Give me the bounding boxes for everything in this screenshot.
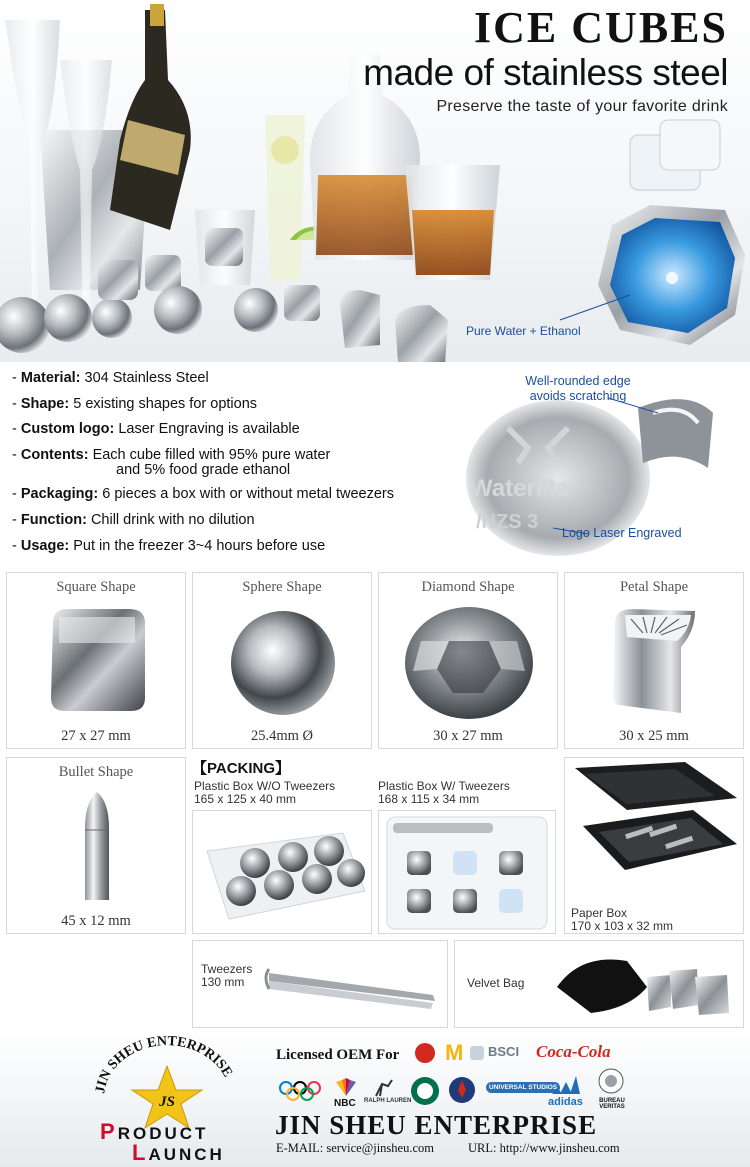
velvet-bag-panel: [454, 940, 744, 1028]
brand-logo-1: [414, 1042, 436, 1064]
oem-label: Licensed OEM For: [276, 1047, 400, 1063]
email-link[interactable]: E-MAIL: service@jinsheu.com: [276, 1141, 434, 1155]
diamond-image: [401, 601, 537, 723]
edge-label: Well-rounded edge avoids scratching: [525, 374, 631, 403]
spec-packaging: - Packaging: 6 pieces a box with or without metal tweezers: [12, 486, 394, 503]
shape-name: Diamond Shape: [421, 579, 515, 595]
hero-banner: [0, 0, 750, 362]
paper-box-photo: [565, 758, 745, 898]
hero-title-block: [363, 3, 728, 118]
nbc-peacock-logo: [334, 1078, 358, 1098]
polo-player-logo: [372, 1076, 396, 1098]
brand-logo-2: [470, 1046, 484, 1060]
spec-shape: - Shape: 5 existing shapes for options: [12, 395, 258, 412]
spec-function: - Function: Chill drink with no dilution: [12, 511, 255, 528]
starbucks-logo: [410, 1076, 440, 1106]
sphere-image: [223, 603, 343, 723]
shape-size: 25.4mm Ø: [250, 728, 314, 744]
bureau-veritas-logo: BUREAU VERITAS: [599, 1098, 625, 1110]
nbc-logo-text: NBC: [334, 1098, 356, 1109]
plastic-box-tweezers-image: [378, 810, 556, 934]
seal-initials: JS: [159, 1094, 175, 1110]
velvet-bag-label: Velvet Bag: [467, 976, 525, 990]
product-word: PRODUCT: [100, 1119, 209, 1144]
shape-name: Sphere Shape: [242, 579, 322, 595]
square-cube-image: [39, 603, 157, 715]
olympic-rings-logo: [278, 1080, 328, 1102]
coca-cola-logo: Coca-Cola: [536, 1042, 611, 1061]
url-link[interactable]: URL: http://www.jinsheu.com: [468, 1141, 620, 1155]
plastic-box-balls-image: [193, 811, 373, 935]
hero-title-line2: made of stainless steel: [363, 52, 728, 93]
hero-title: ICE CUBES: [474, 3, 728, 52]
shape-card-sphere: [192, 572, 372, 749]
paper-box-label: Paper Box 170 x 103 x 32 mm: [571, 906, 674, 933]
plastic-box-cubes-image: [379, 811, 557, 935]
shape-name: Petal Shape: [619, 579, 689, 595]
bsci-logo: BSCI: [488, 1044, 520, 1059]
shape-size: 27 x 27 mm: [61, 728, 131, 744]
launch-word: LAUNCH: [132, 1140, 225, 1165]
enterprise-name: JIN SHEU ENTERPRISE: [275, 1110, 598, 1140]
engrave-label: Logo Laser Engraved: [562, 526, 682, 540]
shape-card-bullet: [6, 757, 186, 934]
adidas-stripes-logo: [548, 1074, 582, 1096]
paper-box-image: [564, 757, 744, 934]
spec-material: - Material: 304 Stainless Steel: [12, 370, 209, 386]
spec-contents-line2: and 5% food grade ethanol: [116, 462, 291, 479]
tweezers-image: [263, 955, 443, 1019]
adidas-logo: adidas: [548, 1096, 583, 1108]
shape-card-square: [6, 572, 186, 749]
shape-card-petal: [564, 572, 744, 749]
scout-logo: [448, 1076, 476, 1104]
universal-logo: UNIVERSAL STUDIOS: [486, 1082, 560, 1093]
ralph-lauren-logo: RALPH LAUREN: [364, 1098, 412, 1104]
spec-list: [12, 366, 457, 559]
spec-usage: - Usage: Put in the freezer 3~4 hours before use: [12, 537, 326, 554]
petal-image: [603, 601, 713, 721]
engraved-standard-text: /NZS 3: [476, 511, 539, 533]
seal-text: JIN SHEU ENTERPRISE: [93, 1036, 235, 1095]
bullet-image: [69, 788, 125, 908]
spec-contents: - Contents: Each cube filled with 95% pure water and 5% food grade ethanol: [12, 443, 457, 479]
shape-name: Square Shape: [56, 579, 136, 595]
hero-subtitle: Preserve the taste of your favorite drink: [436, 98, 728, 115]
engraved-watermark-text: WaterMa: [470, 475, 570, 502]
contact-line: [276, 1141, 620, 1156]
packing-heading: 【PACKING】: [192, 760, 291, 777]
plastic-box-no-tweezers-image: [192, 810, 372, 934]
bureau-veritas-seal: [598, 1066, 624, 1098]
velvet-bag-image: [551, 947, 741, 1025]
plastic-box-no-tweezers-label: Plastic Box W/O Tweezers 165 x 125 x 40 mm: [194, 779, 336, 806]
tweezers-panel: [192, 940, 448, 1028]
plastic-box-tweezers-label: Plastic Box W/ Tweezers 168 x 115 x 34 mm: [378, 779, 510, 806]
shape-size: 30 x 27 mm: [433, 728, 503, 744]
tweezers-label: Tweezers 130 mm: [201, 962, 253, 989]
shape-size: 45 x 12 mm: [61, 913, 131, 929]
detail-closeup: [458, 368, 750, 558]
shape-size: 30 x 25 mm: [619, 728, 689, 744]
shape-card-diamond: [378, 572, 558, 749]
shape-name: Bullet Shape: [58, 764, 134, 780]
pure-water-label: Pure Water + Ethanol: [466, 324, 581, 338]
mcdonalds-logo: M: [445, 1040, 464, 1065]
spec-custom-logo: - Custom logo: Laser Engraving is available: [12, 421, 300, 438]
